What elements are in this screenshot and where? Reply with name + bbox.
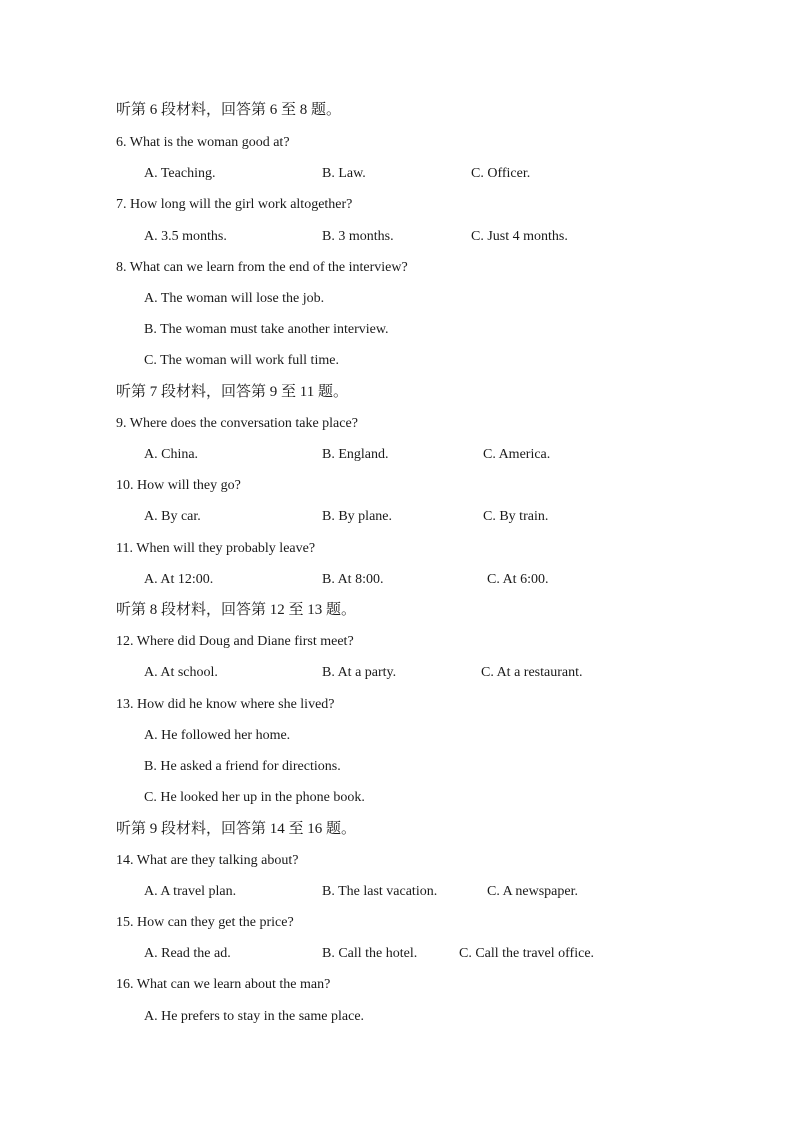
question-15-option-b: B. Call the hotel. — [322, 946, 418, 961]
question-13-option-c: C. He looked her up in the phone book. — [144, 790, 365, 805]
question-6-option-b: B. Law. — [322, 166, 366, 181]
question-8-option-b: B. The woman must take another interview. — [144, 322, 389, 337]
question-8: 8. What can we learn from the end of the interview? — [116, 260, 408, 275]
question-8-option-a: A. The woman will lose the job. — [144, 291, 325, 306]
question-7-option-c: C. Just 4 months. — [471, 229, 568, 244]
question-12: 12. Where did Doug and Diane first meet? — [116, 634, 354, 649]
question-12-option-b: B. At a party. — [322, 665, 397, 680]
question-15-option-c: C. Call the travel office. — [459, 946, 595, 961]
question-10: 10. How will they go? — [116, 478, 241, 493]
question-12-option-a: A. At school. — [144, 665, 218, 680]
question-8-option-c: C. The woman will work full time. — [144, 353, 339, 368]
question-13-option-a: A. He followed her home. — [144, 728, 291, 743]
question-16-option-a: A. He prefers to stay in the same place. — [144, 1009, 365, 1024]
question-6-option-a: A. Teaching. — [144, 166, 216, 181]
question-7-option-b: B. 3 months. — [322, 229, 394, 244]
question-12-option-c: C. At a restaurant. — [481, 665, 583, 680]
question-10-option-b: B. By plane. — [322, 509, 392, 524]
question-14-option-a: A. A travel plan. — [144, 884, 237, 899]
section-heading-8: 听第 8 段材料，回答第 12 至 13 题。 — [116, 602, 357, 618]
question-10-option-a: A. By car. — [144, 509, 201, 524]
question-6: 6. What is the woman good at? — [116, 135, 290, 150]
section-heading-9: 听第 9 段材料，回答第 14 至 16 题。 — [116, 821, 357, 837]
question-16: 16. What can we learn about the man? — [116, 977, 331, 992]
question-13: 13. How did he know where she lived? — [116, 697, 335, 712]
question-15-option-a: A. Read the ad. — [144, 946, 231, 961]
question-6-option-c: C. Officer. — [471, 166, 531, 181]
question-11-option-c: C. At 6:00. — [487, 572, 549, 587]
question-14: 14. What are they talking about? — [116, 853, 299, 868]
question-14-option-b: B. The last vacation. — [322, 884, 438, 899]
question-11: 11. When will they probably leave? — [116, 541, 316, 556]
question-9-option-a: A. China. — [144, 447, 199, 462]
question-9-option-c: C. America. — [483, 447, 551, 462]
question-7-option-a: A. 3.5 months. — [144, 229, 227, 244]
question-15: 15. How can they get the price? — [116, 915, 294, 930]
section-heading-7: 听第 7 段材料，回答第 9 至 11 题。 — [116, 384, 348, 400]
question-7: 7. How long will the girl work altogether? — [116, 197, 353, 212]
question-13-option-b: B. He asked a friend for directions. — [144, 759, 341, 774]
question-11-option-a: A. At 12:00. — [144, 572, 214, 587]
question-14-option-c: C. A newspaper. — [487, 884, 578, 899]
question-9: 9. Where does the conversation take place? — [116, 416, 358, 431]
section-heading-6: 听第 6 段材料，回答第 6 至 8 题。 — [116, 102, 342, 118]
question-11-option-b: B. At 8:00. — [322, 572, 384, 587]
question-9-option-b: B. England. — [322, 447, 389, 462]
question-10-option-c: C. By train. — [483, 509, 549, 524]
